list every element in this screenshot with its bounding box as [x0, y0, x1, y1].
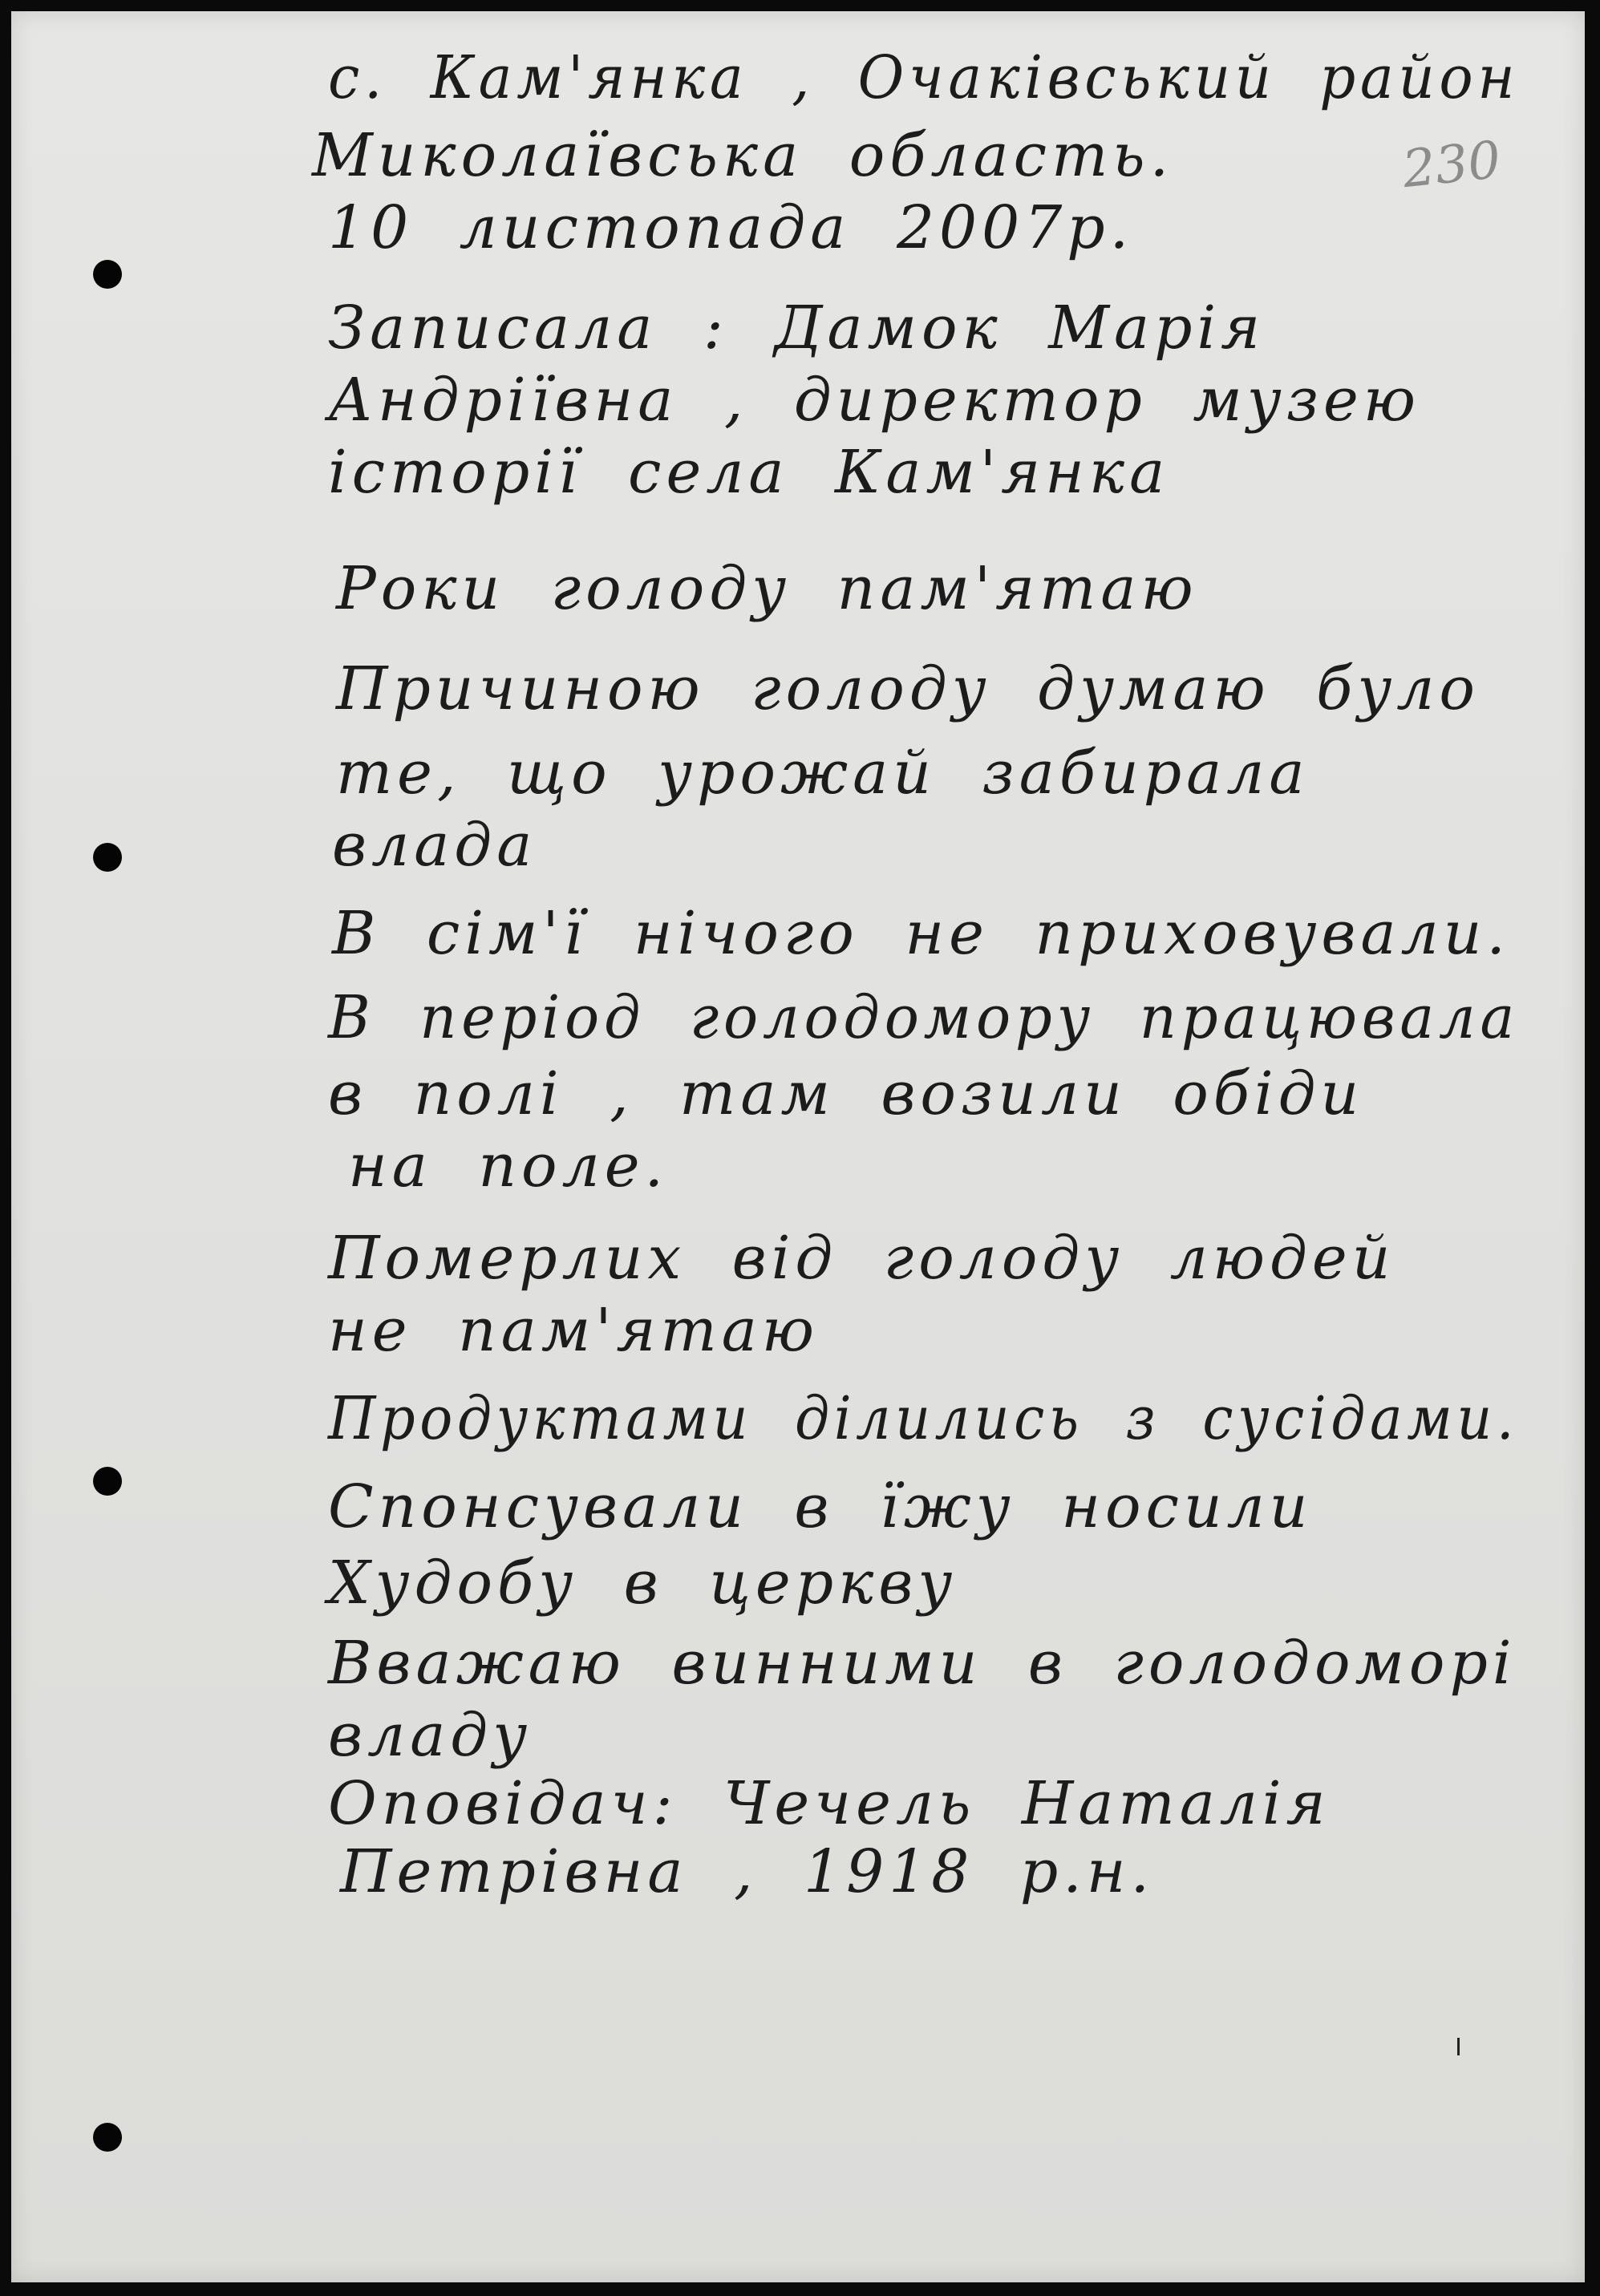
text-line: історії села Кам'янка — [328, 438, 1170, 507]
text-line: влада — [332, 811, 537, 880]
text-line: те, що урожай забирала — [336, 739, 1310, 808]
text-line: Померлих від голоду людей — [328, 1224, 1395, 1293]
text-line: Причиною голоду думаю було — [336, 654, 1480, 723]
text-line: Вважаю винними в голодоморі — [328, 1629, 1517, 1698]
binder-hole — [93, 260, 122, 289]
binder-hole — [93, 2123, 122, 2152]
text-line: Роки голоду пам'ятаю — [336, 554, 1198, 623]
text-line: В період голодомору працювала — [328, 983, 1520, 1052]
text-line: Петрівна , 1918 р.н. — [340, 1837, 1155, 1906]
folio-number: 230 — [1399, 130, 1504, 200]
text-line: на поле. — [348, 1132, 669, 1201]
archive-page — [11, 11, 1585, 2282]
text-line: Оповідач: Чечель Наталія — [328, 1769, 1331, 1838]
binder-hole — [93, 843, 122, 872]
text-line: Продуктами ділились з сусідами. — [328, 1384, 1519, 1453]
text-line: Андріївна , директор музею — [328, 366, 1420, 435]
pen-mark — [1457, 2038, 1460, 2055]
text-line: В сім'ї нічого не приховували. — [332, 899, 1510, 968]
binder-hole — [93, 1467, 122, 1496]
text-line: в полі , там возили обіди — [328, 1059, 1364, 1128]
text-line: Худобу в церкву — [328, 1549, 958, 1618]
text-line: 10 листопада 2007р. — [328, 193, 1134, 262]
text-line: с. Кам'янка , Очаківський район — [328, 43, 1520, 112]
text-line: Записала : Дамок Марія — [328, 294, 1266, 362]
text-line: не пам'ятаю — [328, 1296, 819, 1365]
text-line: Спонсували в їжу носили — [328, 1472, 1313, 1541]
text-line: Миколаївська область. — [312, 121, 1174, 190]
text-line: владу — [328, 1701, 533, 1770]
